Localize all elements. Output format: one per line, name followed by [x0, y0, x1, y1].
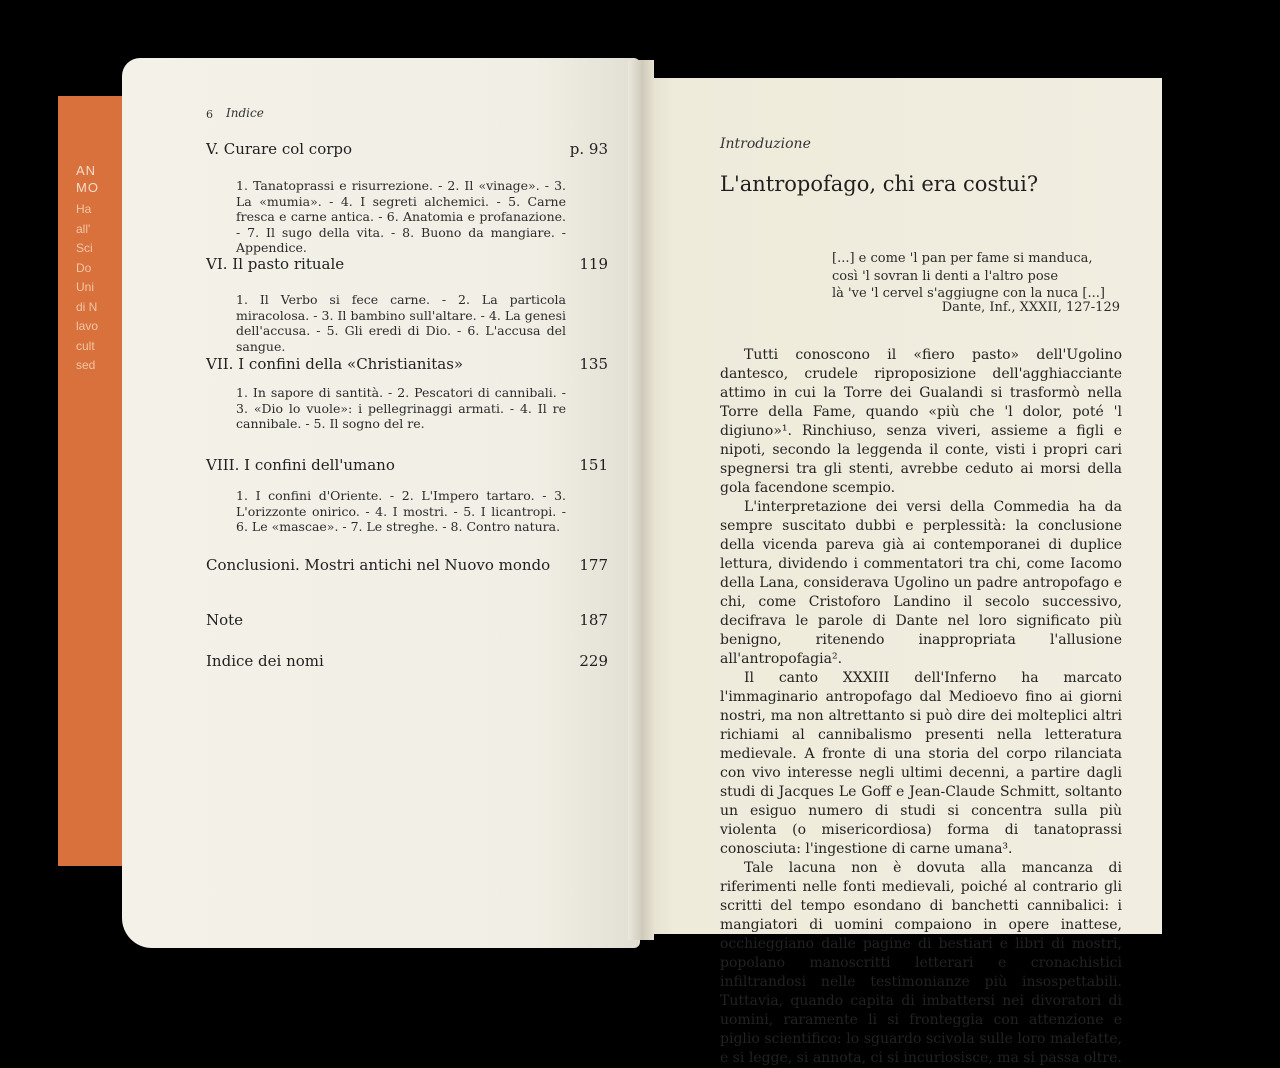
- chapter-title: Conclusioni. Mostri antichi nel Nuovo mondo: [206, 556, 551, 574]
- chapter-contents: 1. In sapore di santità. - 2. Pescatori di cannibali. - 3. «Dio lo vuole»: i pellegrinaggi armati. - 4. Il re cannibale. - 5. Il sogno del re.: [236, 385, 566, 431]
- chapter-page: 229: [579, 652, 608, 670]
- section-label: Introduzione: [720, 136, 811, 152]
- running-head: Indice: [226, 106, 264, 120]
- chapter-title: VIII. I confini dell'umano: [206, 456, 395, 474]
- paragraph: Il canto XXXIII dell'Inferno ha marcato l'immaginario antropofago dal Medioevo fino ai giorni nostri, ma non altrettanto si può dire dei molteplici altri richiami al cannibalismo presenti nella letteratura medievale. A fronte di una storia del corpo rilanciata con vivo interesse negli ultimi decenni, a partire dagli studi di Jacques Le Goff e Jean-Claude Schmitt, soltanto un esiguo numero di studi si concentra sulla più violenta (o misericordiosa) forma di tanatoprassi conosciuta: l'ingestione di carne umana³.: [720, 670, 1122, 857]
- chapter-page: 151: [579, 456, 608, 474]
- chapter-title: V. Curare col corpo: [206, 140, 353, 158]
- chapter-contents: 1. Il Verbo si fece carne. - 2. La particola miracolosa. - 3. Il bambino sull'altare. - 4. La genesi dell'accusa. - 5. Gli eredi di Dio. - 6. L'accusa del sangue.: [236, 292, 566, 354]
- paragraph: L'interpretazione dei versi della Commedia ha da sempre suscitato dubbi e perplessità: la conclusione della vicenda pareva già ai contemporanei di duplice lettura, dividendo i commentatori tra chi, come Iacomo della Lana, considerava Ugolino un padre antropofago e chi, come Cristoforo Landino il secolo successivo, decifrava le parole di Dante nel loro significato più benigno, ritenendo inappropriata l'allusione all'antropofagia².: [720, 499, 1122, 667]
- chapter-page: 187: [579, 611, 608, 629]
- epigraph-source: Dante, Inf., XXXII, 127-129: [941, 300, 1120, 315]
- cover-title-fragment: AN MO: [76, 163, 99, 195]
- book-gutter: [628, 60, 654, 940]
- chapter-title: VII. I confini della «Christianitas»: [206, 355, 464, 373]
- chapter-page: p. 93: [569, 140, 608, 158]
- paragraph: Tale lacuna non è dovuta alla mancanza di riferimenti nelle fonti medievali, poiché al contrario gli scritti del tempo esondano di banchetti cannibalici: i mangiatori di uomini compaiono in opere inattese, occhieggiano dalle pagine di bestiari e libri di mostri, popolano manoscritti letterari e cronachistici infiltrandosi nelle testimonianze più insospettabili. Tuttavia, quando capita di imbattersi nei divoratori di uomini, raramente li si fronteggia con attenzione e piglio scientifico: lo sguardo scivola sulle loro malefatte, e si legge, si annota, ci si incuriosisce, ma si passa oltre.: [720, 860, 1122, 1066]
- epigraph: [...] e come 'l pan per fame si manduca, così 'l sovran li denti a l'altro pose là 've 'l cervel s'aggiugne con la nuca [...]: [832, 251, 1105, 301]
- chapter-title: VI. Il pasto rituale: [206, 255, 345, 273]
- body-text: [720, 346, 1122, 1068]
- chapter-page: 119: [579, 255, 608, 273]
- chapter-contents: 1. I confini d'Oriente. - 2. L'Impero tartaro. - 3. L'orizzonte onirico. - 4. I mostri. - 5. I licantropi. - 6. Le «mascae». - 7. Le streghe. - 8. Contro natura.: [236, 488, 566, 534]
- page-number: 6: [206, 108, 213, 121]
- chapter-page: 177: [579, 556, 608, 574]
- cover-text-fragment: Ha all' Sci Do Uni di N lavo cult sed: [76, 202, 99, 372]
- chapter-page: 135: [579, 355, 608, 373]
- chapter-contents: 1. Tanatoprassi e risurrezione. - 2. Il «vinage». - 3. La «mumia». - 4. I segreti alchemici. - 5. Carne fresca e carne antica. - 6. Anatomia e profanazione. - 7. Il sugo della vita. - 8. Buono da mangiare. - Appendice.: [236, 178, 566, 255]
- chapter-title: Note: [206, 611, 244, 629]
- page-title: L'antropofago, chi era costui?: [720, 172, 1039, 196]
- chapter-title: Indice dei nomi: [206, 652, 324, 670]
- paragraph: Tutti conoscono il «fiero pasto» dell'Ugolino dantesco, crudele riproposizione dell'agghiacciante attimo in cui la Torre dei Gualandi si trasformò nella Torre della Fame, quando «più che 'l dolor, poté 'l digiuno»¹. Rinchiuso, senza viveri, assieme a figli e nipoti, secondo la leggenda il conte, visti i propri cari spegnersi tra gli stenti, avrebbe ceduto ai morsi della gola facendone scempio.: [720, 347, 1122, 496]
